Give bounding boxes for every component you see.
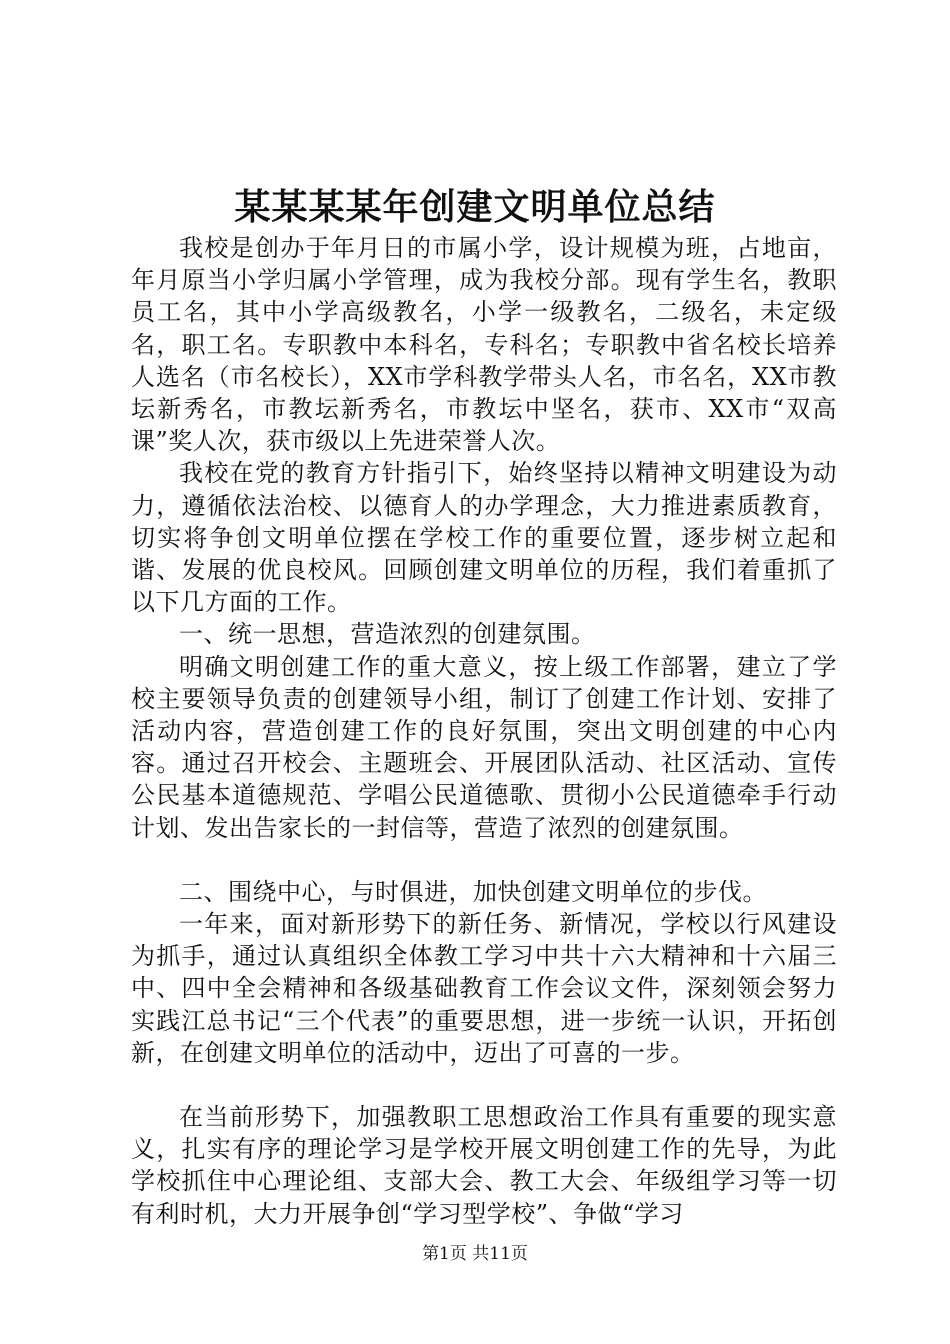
paragraph-overview: 我校在党的教育方针指引下，始终坚持以精神文明建设为动力，遵循依法治校、以德育人的办学理念，大力推进素质教育，切实将争创文明单位摆在学校工作的重要位置，逐步树立起和谐、发展的优良校风。回顾创建文明单位的历程，我们着重抓了以下几方面的工作。 [131,459,837,617]
paragraph-section-1: 明确文明创建工作的重大意义，按上级工作部署，建立了学校主要领导负责的创建领导小组，制订了创建工作计划、安排了活动内容，营造创建工作的良好氛围，突出文明创建的中心内容。通过召开校会、主题班会、开展团队活动、社区活动、宣传公民基本道德规范、学唱公民道德歌、贯彻小公民道德牵手行动计划、发出告家长的一封信等，营造了浓烈的创建氛围。 [131,652,837,842]
document-body [131,232,837,1230]
section-heading-1: 一、统一思想，营造浓烈的创建氛围。 [179,620,596,649]
paragraph-study: 在当前形势下，加强教职工思想政治工作具有重要的现实意义，扎实有序的理论学习是学校开展文明创建工作的先导，为此学校抓住中心理论组、支部大会、教工大会、年级组学习等一切有利时机，大力开展争创“学习型学校”、争做“学习 [131,1103,837,1228]
paragraph-section-2: 一年来，面对新形势下的新任务、新情况，学校以行风建设为抓手，通过认真组织全体教工学习中共十六大精神和十六届三中、四中全会精神和各级基础教育工作会议文件，深刻领会努力实践江总书记“三个代表”的重要思想，进一步统一认识，开拓创新，在创建文明单位的活动中，迈出了可喜的一步。 [131,910,837,1067]
document-title: 某某某某年创建文明单位总结 [234,186,716,228]
section-heading-2: 二、围绕中心，与时俱进，加快创建文明单位的步伐。 [179,877,767,906]
page-number-footer: 第1页 共11页 [422,1244,528,1264]
paragraph-intro: 我校是创办于年月日的市属小学，设计规模为班，占地亩，年月原当小学归属小学管理，成为我校分部。现有学生名，教职员工名，其中小学高级教名，小学一级教名，二级名，未定级名，职工名。专职教中本科名，专科名；专职教中省名校长培养人选名（市名校长），XX市学科教学带头人名，市名名，XX市教坛新秀名，市教坛新秀名，市教坛中坚名，获市、XX市“双高课”奖人次，获市级以上先进荣誉人次。 [131,234,837,456]
